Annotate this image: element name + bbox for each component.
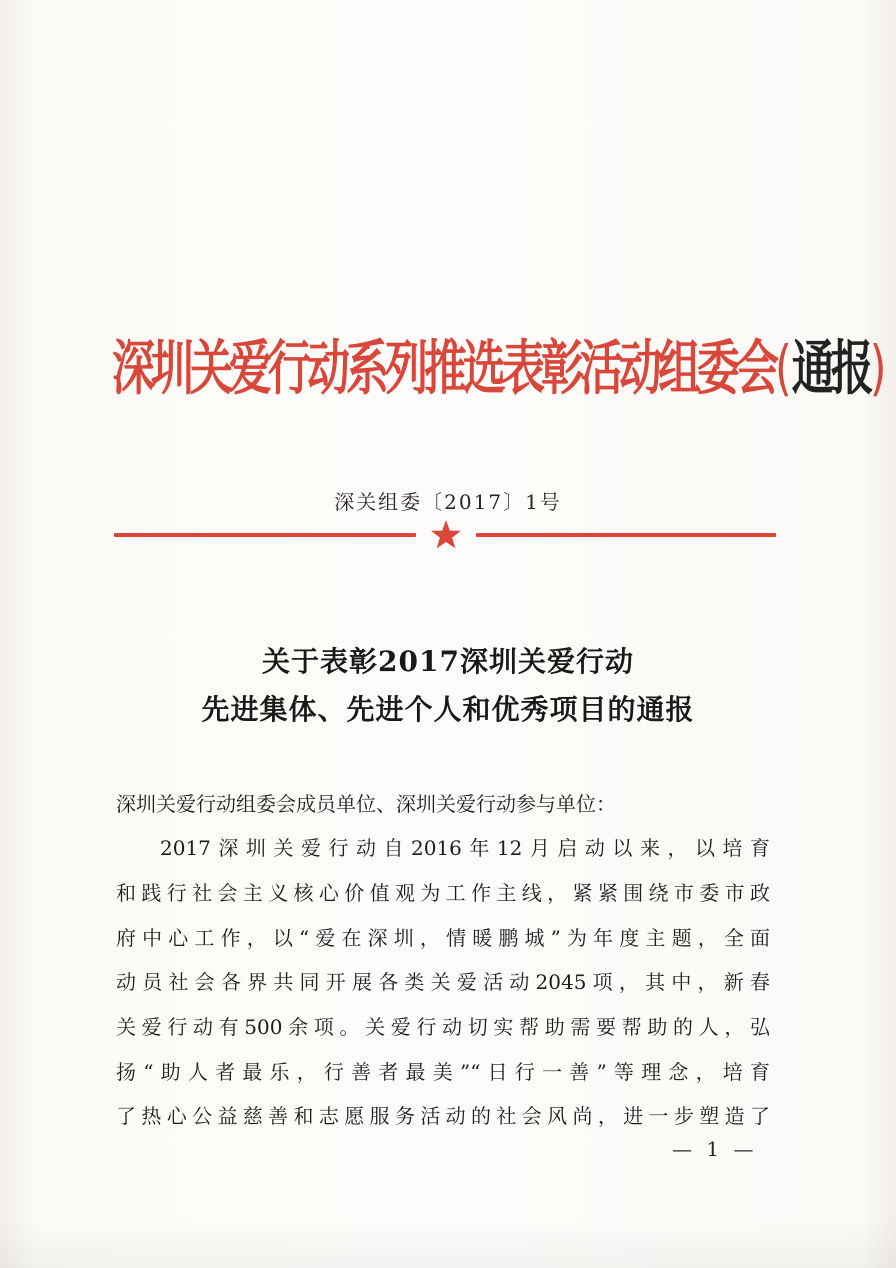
divider-rule-left: [114, 533, 416, 537]
masthead-close-paren: ): [869, 334, 887, 404]
divider-rule-right: [476, 533, 776, 537]
paragraph-line: 关爱行动有500余项。关爱行动切实帮助需要帮助的人，弘: [116, 1015, 770, 1039]
star-icon: [430, 519, 462, 551]
document-number: 深关组委〔2017〕1号: [334, 490, 562, 514]
notice-title-line-1: 关于表彰2017深圳关爱行动: [262, 645, 634, 678]
notice-title-line-2: 先进集体、先进个人和优秀项目的通报: [201, 693, 695, 726]
masthead-org-name: 深圳关爱行动系列推选表彰活动组委会: [112, 334, 775, 404]
paragraph-line: 动员社会各界共同开展各类关爱活动2045项，其中，新春: [116, 970, 770, 994]
paragraph-line: 府中心工作，以“爱在深圳，情暖鹏城”为年度主题，全面: [116, 926, 770, 950]
masthead: [112, 334, 887, 404]
masthead-document-kind: 通报: [791, 334, 870, 404]
paragraph-line: 2017深圳关爱行动自2016年12月启动以来，以培育: [160, 836, 770, 860]
paragraph-line: 扬“助人者最乐，行善者最美”“日行一善”等理念，培育: [116, 1060, 770, 1084]
masthead-open-paren: (: [775, 334, 792, 404]
scan-edge-shadow: [0, 1220, 896, 1268]
salutation: 深圳关爱行动组委会成员单位、深圳关爱行动参与单位：: [116, 792, 616, 816]
paragraph-line: 和践行社会主义核心价值观为工作主线，紧紧围绕市委市政: [116, 881, 770, 905]
page-number: — 1 —: [672, 1137, 758, 1161]
paragraph-line: 了热心公益慈善和志愿服务活动的社会风尚，进一步塑造了: [116, 1104, 770, 1128]
